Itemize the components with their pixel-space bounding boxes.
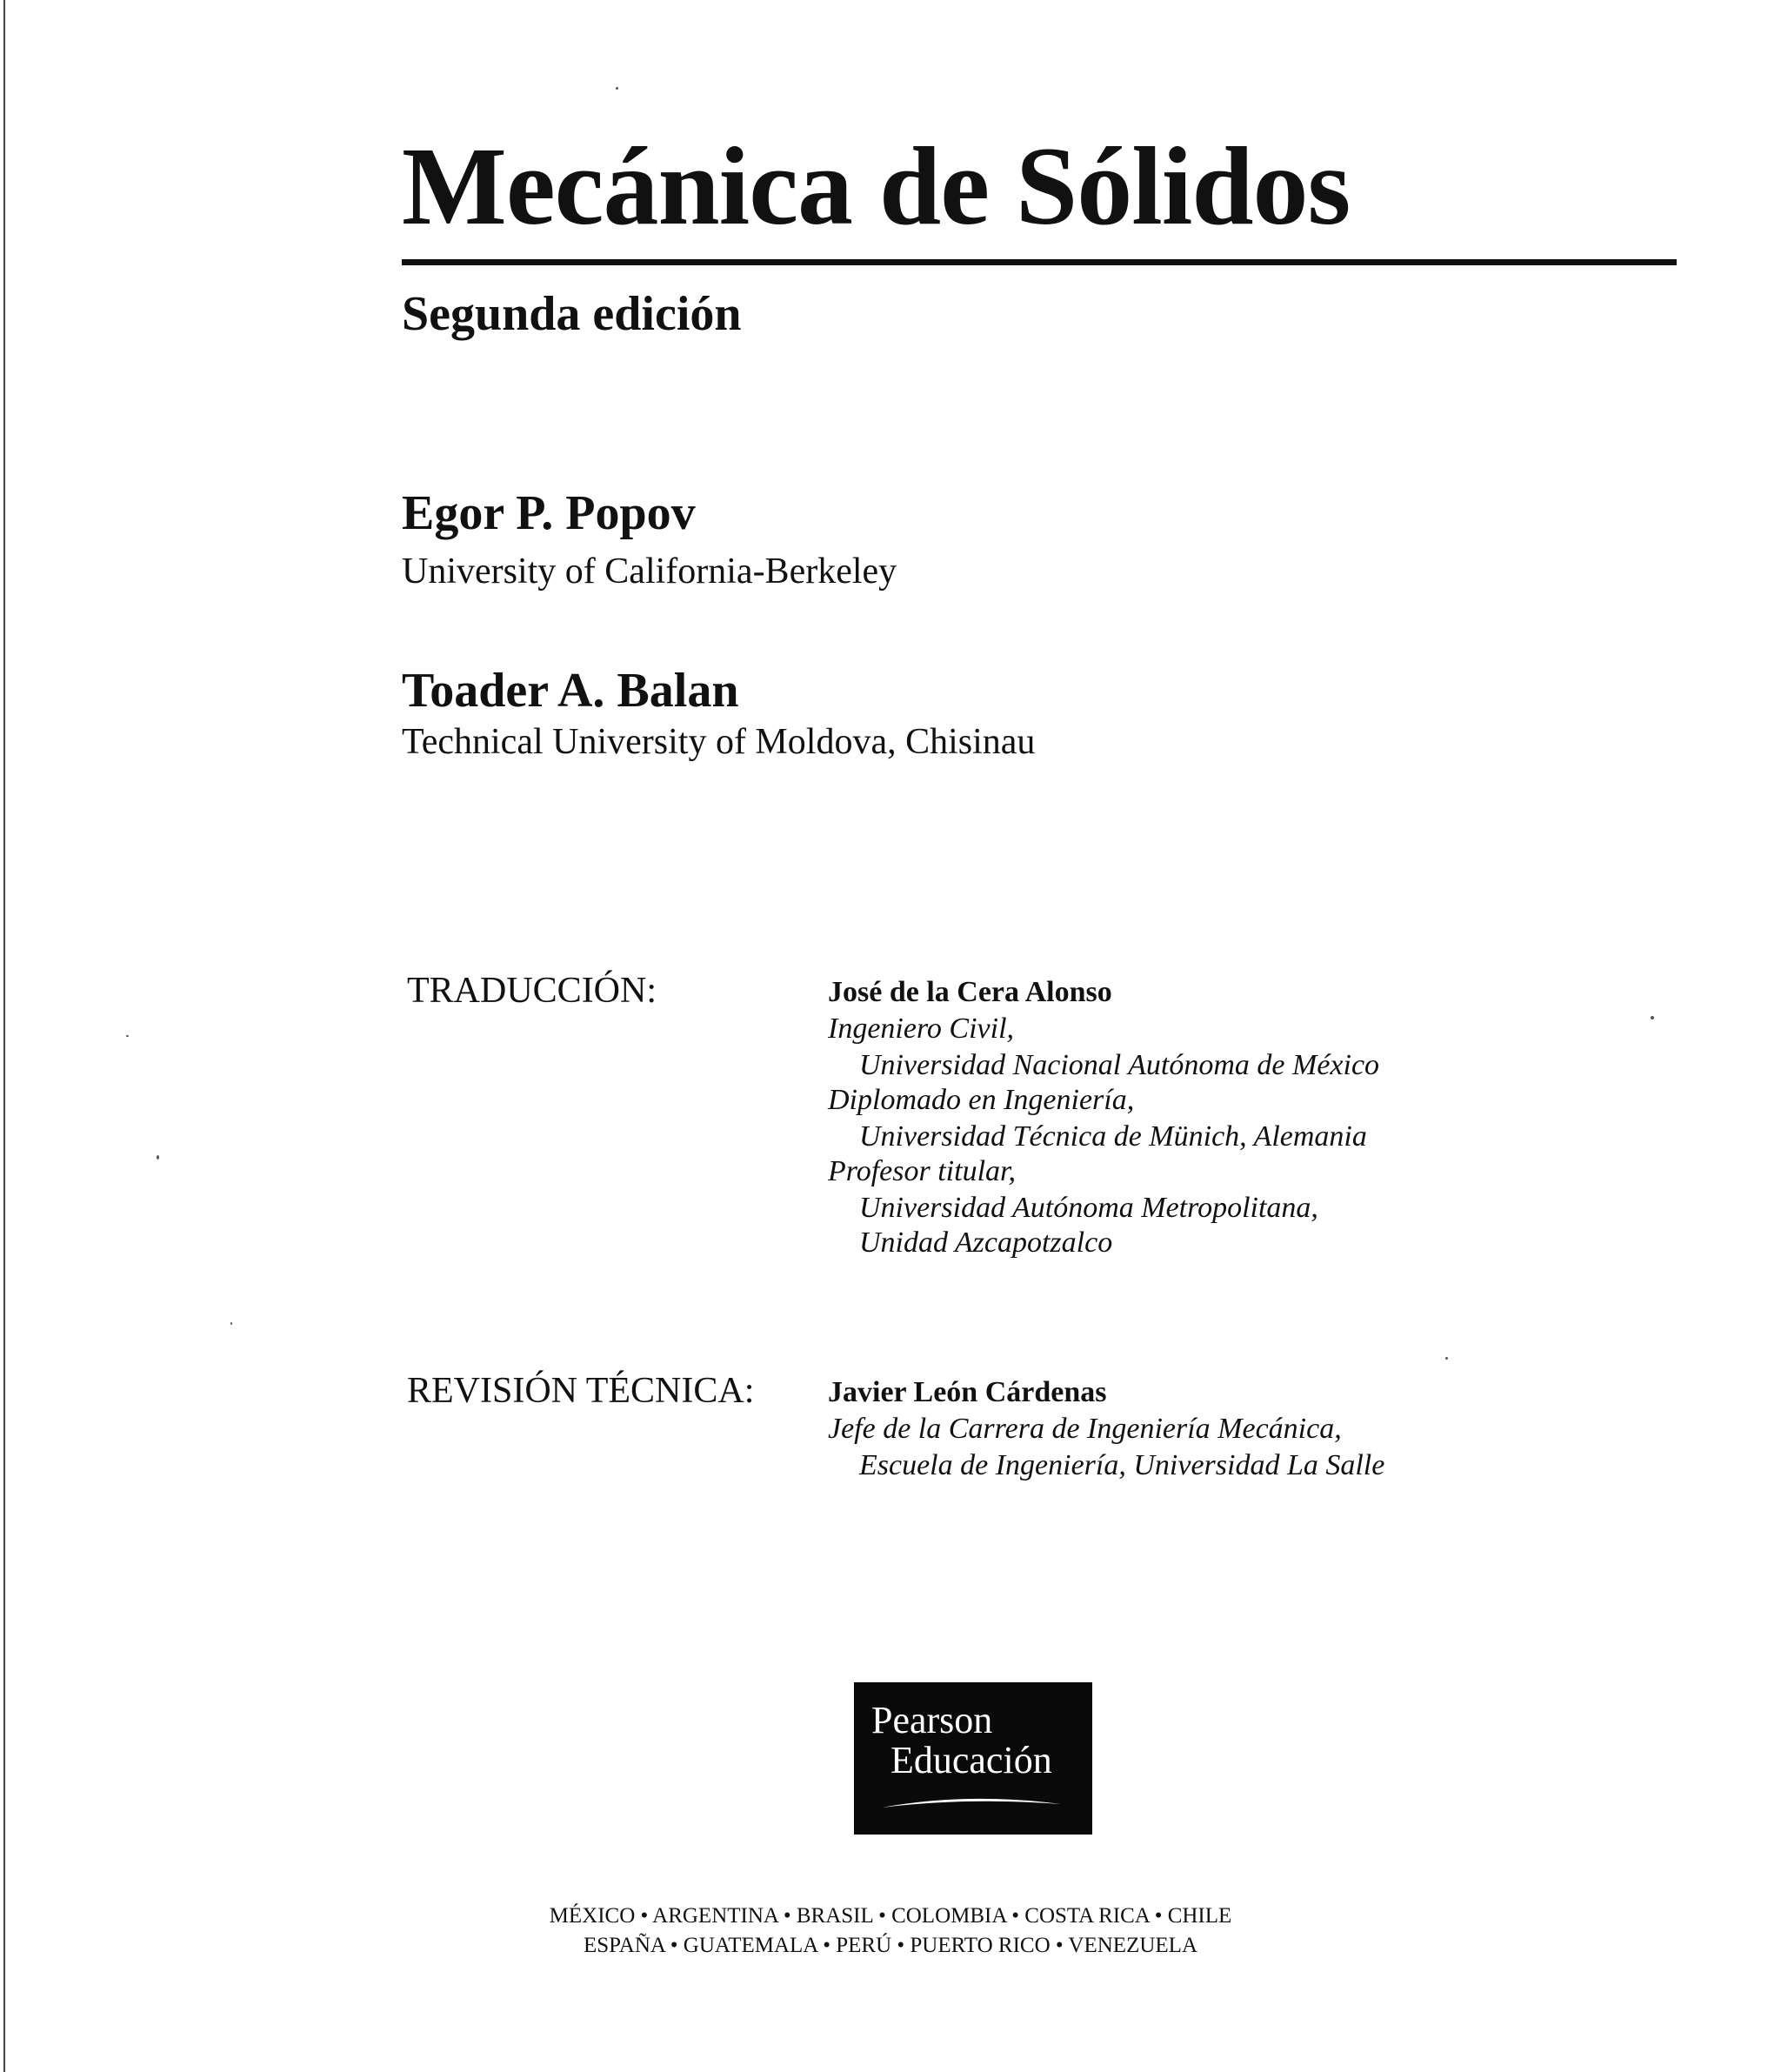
translator-credential: Universidad Técnica de Münich, Alemania xyxy=(859,1120,1367,1153)
publisher-logo-line1: Pearson xyxy=(871,1699,993,1741)
author-name: Toader A. Balan xyxy=(402,664,739,718)
reviewer-credential: Escuela de Ingeniería, Universidad La Salle xyxy=(859,1449,1385,1481)
scan-speck xyxy=(157,1155,159,1160)
author-name: Egor P. Popov xyxy=(402,486,696,540)
book-title: Mecánica de Sólidos xyxy=(402,124,1351,248)
translator-credential: Ingeniero Civil, xyxy=(828,1013,1015,1045)
author-affiliation: University of California-Berkeley xyxy=(402,551,897,592)
page-edge-line xyxy=(3,0,5,2072)
countries-line: MÉXICO • ARGENTINA • BRASIL • COLOMBIA • COSTA RICA • CHILE xyxy=(549,1904,1232,1928)
reviewer-name: Javier León Cárdenas xyxy=(828,1376,1107,1408)
scan-speck xyxy=(616,87,618,90)
translator-credential: Profesor titular, xyxy=(828,1155,1016,1187)
swoosh-icon xyxy=(880,1794,1063,1811)
translator-credential: Universidad Nacional Autónoma de México xyxy=(859,1049,1380,1081)
translator-credential: Universidad Autónoma Metropolitana, xyxy=(859,1192,1318,1224)
publisher-logo-line2: Educación xyxy=(890,1739,1052,1781)
translator-name: José de la Cera Alonso xyxy=(828,976,1112,1008)
scan-speck xyxy=(1445,1357,1448,1360)
translator-credential: Unidad Azcapotzalco xyxy=(859,1226,1113,1259)
technical-review-label: REVISIÓN TÉCNICA: xyxy=(407,1371,755,1411)
author-affiliation: Technical University of Moldova, Chisinau xyxy=(402,722,1036,762)
scan-speck xyxy=(1651,1016,1654,1019)
book-edition: Segunda edición xyxy=(402,287,742,341)
publisher-logo xyxy=(854,1682,1092,1835)
countries-line: ESPAÑA • GUATEMALA • PERÚ • PUERTO RICO • VENEZUELA xyxy=(583,1934,1198,1957)
scan-speck xyxy=(126,1035,129,1037)
scan-speck xyxy=(230,1322,232,1325)
translation-label: TRADUCCIÓN: xyxy=(407,971,657,1011)
title-rule xyxy=(402,259,1677,265)
reviewer-credential: Jefe de la Carrera de Ingeniería Mecánica, xyxy=(828,1413,1342,1445)
translator-credential: Diplomado en Ingeniería, xyxy=(828,1084,1135,1116)
